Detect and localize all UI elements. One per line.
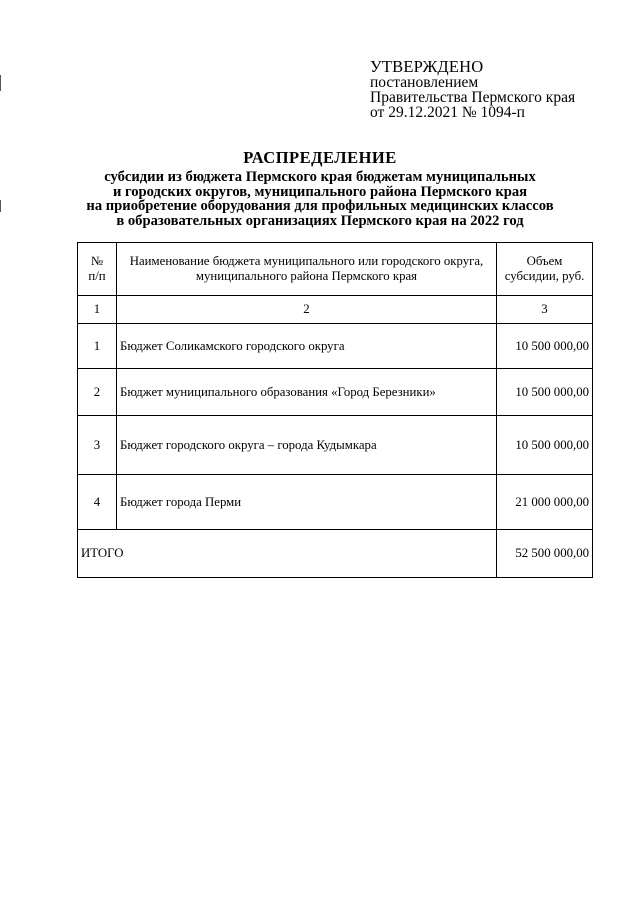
table-row — [78, 369, 593, 416]
row-number: 4 — [78, 475, 117, 530]
table-row — [78, 416, 593, 475]
row-number: 1 — [78, 324, 117, 369]
table-row — [78, 475, 593, 530]
approval-stamp-block — [370, 58, 630, 120]
total-amount: 52 500 000,00 — [497, 530, 593, 578]
scan-artifact-left-middle — [0, 200, 1, 212]
row-amount: 10 500 000,00 — [497, 369, 593, 416]
column-number: 1 — [78, 296, 117, 324]
row-budget-name: Бюджет города Перми — [117, 475, 497, 530]
total-row — [78, 530, 593, 578]
row-budget-name: Бюджет Соликамского городского округа — [117, 324, 497, 369]
row-amount: 10 500 000,00 — [497, 416, 593, 475]
header-name-line: муниципального района Пермского края — [195, 269, 418, 283]
subtitle-line: и городских округов, муниципального района Пермского края — [112, 183, 528, 200]
table-header-row — [78, 243, 593, 296]
approval-line: постановлением — [370, 74, 479, 91]
column-numbers-row — [78, 296, 593, 324]
document-subtitle — [70, 170, 570, 228]
document-title: РАСПРЕДЕЛЕНИЕ — [243, 148, 397, 167]
row-number: 3 — [78, 416, 117, 475]
approval-heading: УТВЕРЖДЕНО — [370, 57, 484, 76]
header-number-abbr: п/п — [88, 269, 106, 283]
header-budget-name — [117, 243, 497, 296]
table-row — [78, 324, 593, 369]
column-number: 2 — [117, 296, 497, 324]
distribution-table — [77, 242, 593, 578]
total-label: ИТОГО — [78, 530, 497, 578]
approval-date-number: от 29.12.2021 № 1094-п — [370, 104, 525, 121]
row-amount: 10 500 000,00 — [497, 324, 593, 369]
subtitle-line: субсидии из бюджета Пермского края бюджетам муниципальных — [104, 169, 536, 185]
subtitle-line: на приобретение оборудования для профильных медицинских классов — [86, 198, 554, 214]
header-amount-line: Объем — [526, 254, 563, 268]
row-amount: 21 000 000,00 — [497, 475, 593, 530]
header-number — [78, 243, 117, 296]
approval-line: Правительства Пермского края — [370, 89, 576, 106]
header-amount — [497, 243, 593, 296]
header-name-line: Наименование бюджета муниципального или городского округа, — [129, 254, 484, 268]
scan-artifact-left-top — [0, 75, 1, 91]
row-number: 2 — [78, 369, 117, 416]
header-number-sign: № — [90, 254, 104, 268]
row-budget-name: Бюджет городского округа – города Кудымкара — [117, 416, 497, 475]
subtitle-line: в образовательных организациях Пермского края на 2022 год — [116, 212, 524, 229]
header-amount-line: субсидии, руб. — [504, 269, 585, 283]
row-budget-name: Бюджет муниципального образования «Город Березники» — [117, 369, 497, 416]
column-number: 3 — [497, 296, 593, 324]
